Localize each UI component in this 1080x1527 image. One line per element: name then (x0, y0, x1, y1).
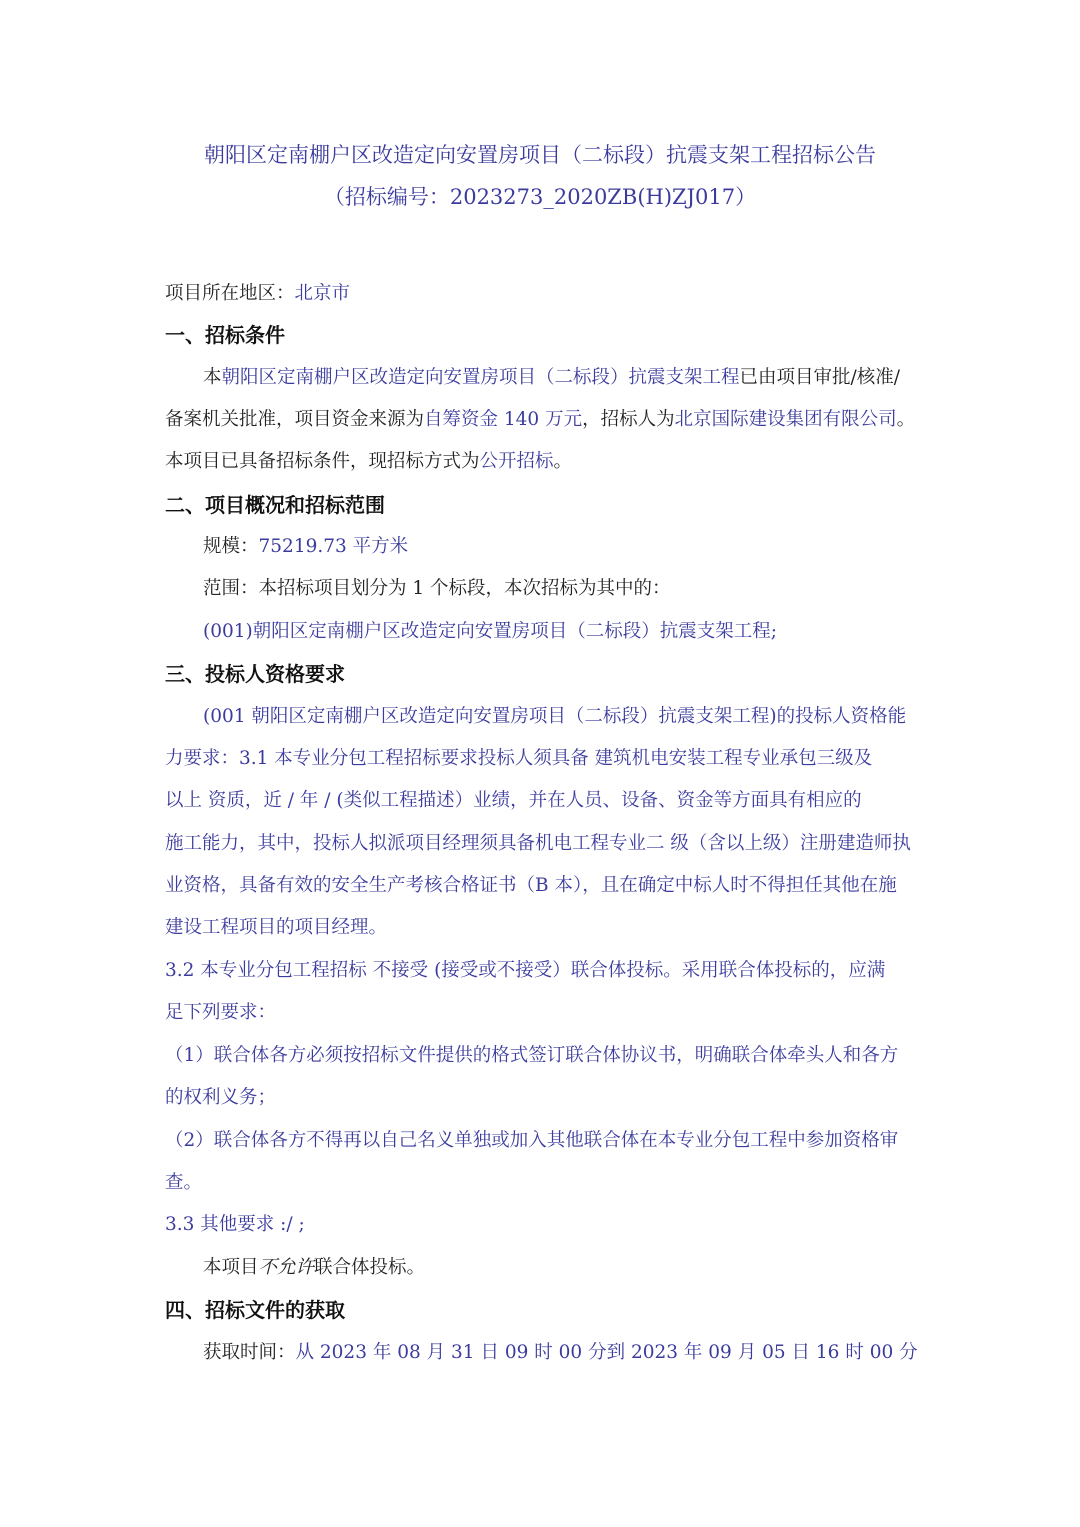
consortium-value: 不允许 (258, 1257, 315, 1278)
section-3-heading: 三、投标人资格要求 (165, 662, 345, 686)
consortium-statement: 本项目不允许联合体投标。 (203, 1257, 426, 1278)
tender-code: （招标编号：2023273_2020ZB(H)ZJ017） (323, 185, 757, 209)
tenderer-name: 北京国际建设集团有限公司 (674, 409, 897, 430)
consortium-requirement-1: 的权利义务； (165, 1087, 277, 1108)
section-1-line-1: 本朝阳区定南棚户区改造定向安置房项目（二标段）抗震支架工程已由项目审批/核准/ (203, 367, 900, 388)
project-scale: 规模：75219.73 平方米 (203, 536, 409, 557)
section-4-heading: 四、招标文件的获取 (165, 1298, 345, 1322)
qualification-line: 业资格，具备有效的安全生产考核合格证书（B 本），且在确定中标人时不得担任其他在施 (165, 875, 897, 896)
region-value: 北京市 (294, 283, 351, 304)
consortium-requirement-1: （1）联合体各方必须按招标文件提供的格式签订联合体协议书，明确联合体牵头人和各方 (165, 1045, 899, 1066)
project-name: 朝阳区定南棚户区改造定向安置房项目（二标段）抗震支架工程 (221, 367, 740, 388)
qualification-line: 力要求：3.1 本专业分包工程招标要求投标人须具备 建筑机电安装工程专业承包三级及 (165, 748, 873, 769)
qualification-line: (001 朝阳区定南棚户区改造定向安置房项目（二标段）抗震支架工程)的投标人资格能 (203, 706, 907, 727)
consortium-requirement-2: 查。 (165, 1172, 203, 1193)
section-1-line-3: 本项目已具备招标条件，现招标方式为公开招标。 (165, 451, 573, 472)
document-title: 朝阳区定南棚户区改造定向安置房项目（二标段）抗震支架工程招标公告 (204, 143, 876, 167)
lot-item: (001)朝阳区定南棚户区改造定向安置房项目（二标段）抗震支架工程; (203, 621, 777, 642)
section-2-heading: 二、项目概况和招标范围 (165, 493, 385, 517)
project-region (165, 282, 350, 306)
consortium-requirement-2: （2）联合体各方不得再以自己名义单独或加入其他联合体在本专业分包工程中参加资格审 (165, 1130, 899, 1151)
acquisition-time-value: 从 2023 年 08 月 31 日 09 时 00 分到 2023 年 09 月 05 日 16 时 00 分 (295, 1342, 918, 1363)
region-label: 项目所在地区： (165, 283, 295, 304)
tender-method: 公开招标 (479, 451, 554, 472)
section-1-heading: 一、招标条件 (165, 323, 285, 347)
project-scope: 范围：本招标项目划分为 1 个标段，本次招标为其中的： (203, 578, 671, 599)
consortium-line: 足下列要求： (165, 1002, 277, 1023)
qualification-line: 施工能力，其中，投标人拟派项目经理须具备机电工程专业二 级（含以上级）注册建造师执 (165, 833, 911, 854)
consortium-line: 3.2 本专业分包工程招标 不接受 (接受或不接受）联合体投标。采用联合体投标的，应满 (165, 960, 886, 981)
acquisition-time: 获取时间：从 2023 年 08 月 31 日 09 时 00 分到 2023 年 09 月 05 日 16 时 00 分 (203, 1342, 918, 1363)
section-1-line-2: 备案机关批准，项目资金来源为自筹资金 140 万元，招标人为北京国际建设集团有限公司。 (165, 409, 916, 430)
qualification-line: 建设工程项目的项目经理。 (165, 917, 388, 938)
qualification-line: 以上 资质，近 / 年 / (类似工程描述）业绩，并在人员、设备、资金等方面具有相应的 (165, 790, 862, 811)
other-requirements: 3.3 其他要求 :/ ; (165, 1214, 305, 1235)
scale-value: 75219.73 平方米 (258, 536, 409, 557)
fund-source: 自筹资金 140 万元 (424, 409, 583, 430)
